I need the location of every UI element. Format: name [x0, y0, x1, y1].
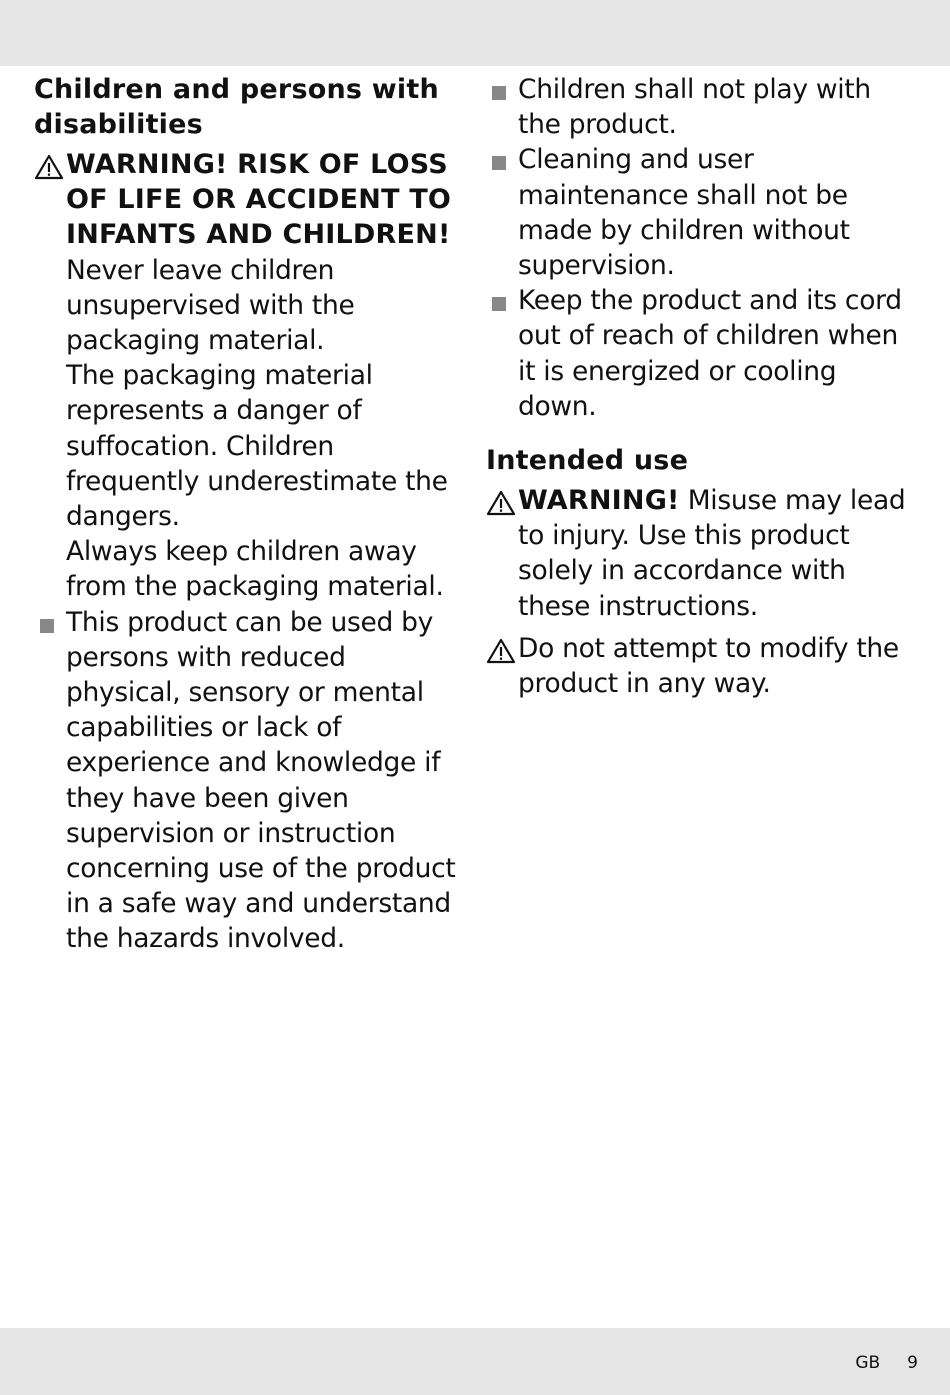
- warning-text: Misuse may lead to injury. Use this product solely in accordance with these instructions.: [518, 485, 906, 622]
- list-item: [34, 605, 466, 957]
- language-code: GB: [855, 1353, 881, 1373]
- left-column: [34, 72, 466, 957]
- list-item: [486, 283, 916, 424]
- warning-triangle-icon: [34, 154, 64, 180]
- section-heading-intended-use: Intended use: [486, 445, 689, 477]
- warning-paragraph-3: Always keep children away from the packaging material.: [66, 536, 444, 603]
- square-bullet-icon: [492, 297, 506, 311]
- page-footer: [855, 1353, 918, 1373]
- section-heading-children: Children and persons with disabilities: [34, 74, 439, 140]
- warning-label: WARNING!: [518, 485, 680, 517]
- page-number: 9: [907, 1353, 918, 1373]
- square-bullet-icon: [40, 619, 54, 633]
- right-column: [486, 72, 916, 701]
- warning-text: Do not attempt to modify the product in any way.: [518, 632, 899, 700]
- warning-paragraph-2: The packaging material represents a danger of suffocation. Children frequently underestimate the dangers.: [66, 360, 448, 533]
- warning-triangle-icon: [486, 638, 516, 664]
- list-item: [486, 142, 916, 283]
- header-bar: [0, 0, 950, 66]
- bullet-text: Cleaning and user maintenance shall not be made by children without supervision.: [518, 144, 850, 282]
- warning-title: WARNING! RISK OF LOSS OF LIFE OR ACCIDENT TO INFANTS AND CHILDREN!: [66, 149, 452, 251]
- bullet-text: This product can be used by persons with reduced physical, sensory or mental capabilities or lack of experience and knowledge if they have been given supervision or instruction concerning use of the product in a safe way and understand the hazards involved.: [66, 606, 456, 955]
- bullet-text: Children shall not play with the product.: [518, 74, 871, 141]
- list-item: [486, 72, 916, 142]
- square-bullet-icon: [492, 86, 506, 100]
- warning-block-modify: [486, 631, 916, 701]
- bullet-text: Keep the product and its cord out of reach of children when it is energized or cooling down.: [518, 285, 902, 422]
- warning-paragraph-1: Never leave children unsupervised with the packaging material.: [66, 254, 355, 357]
- warning-block-misuse: [486, 483, 916, 624]
- warning-triangle-icon: [486, 490, 516, 516]
- square-bullet-icon: [492, 156, 506, 170]
- warning-block-children: [34, 147, 466, 605]
- footer-bar: [0, 1328, 950, 1395]
